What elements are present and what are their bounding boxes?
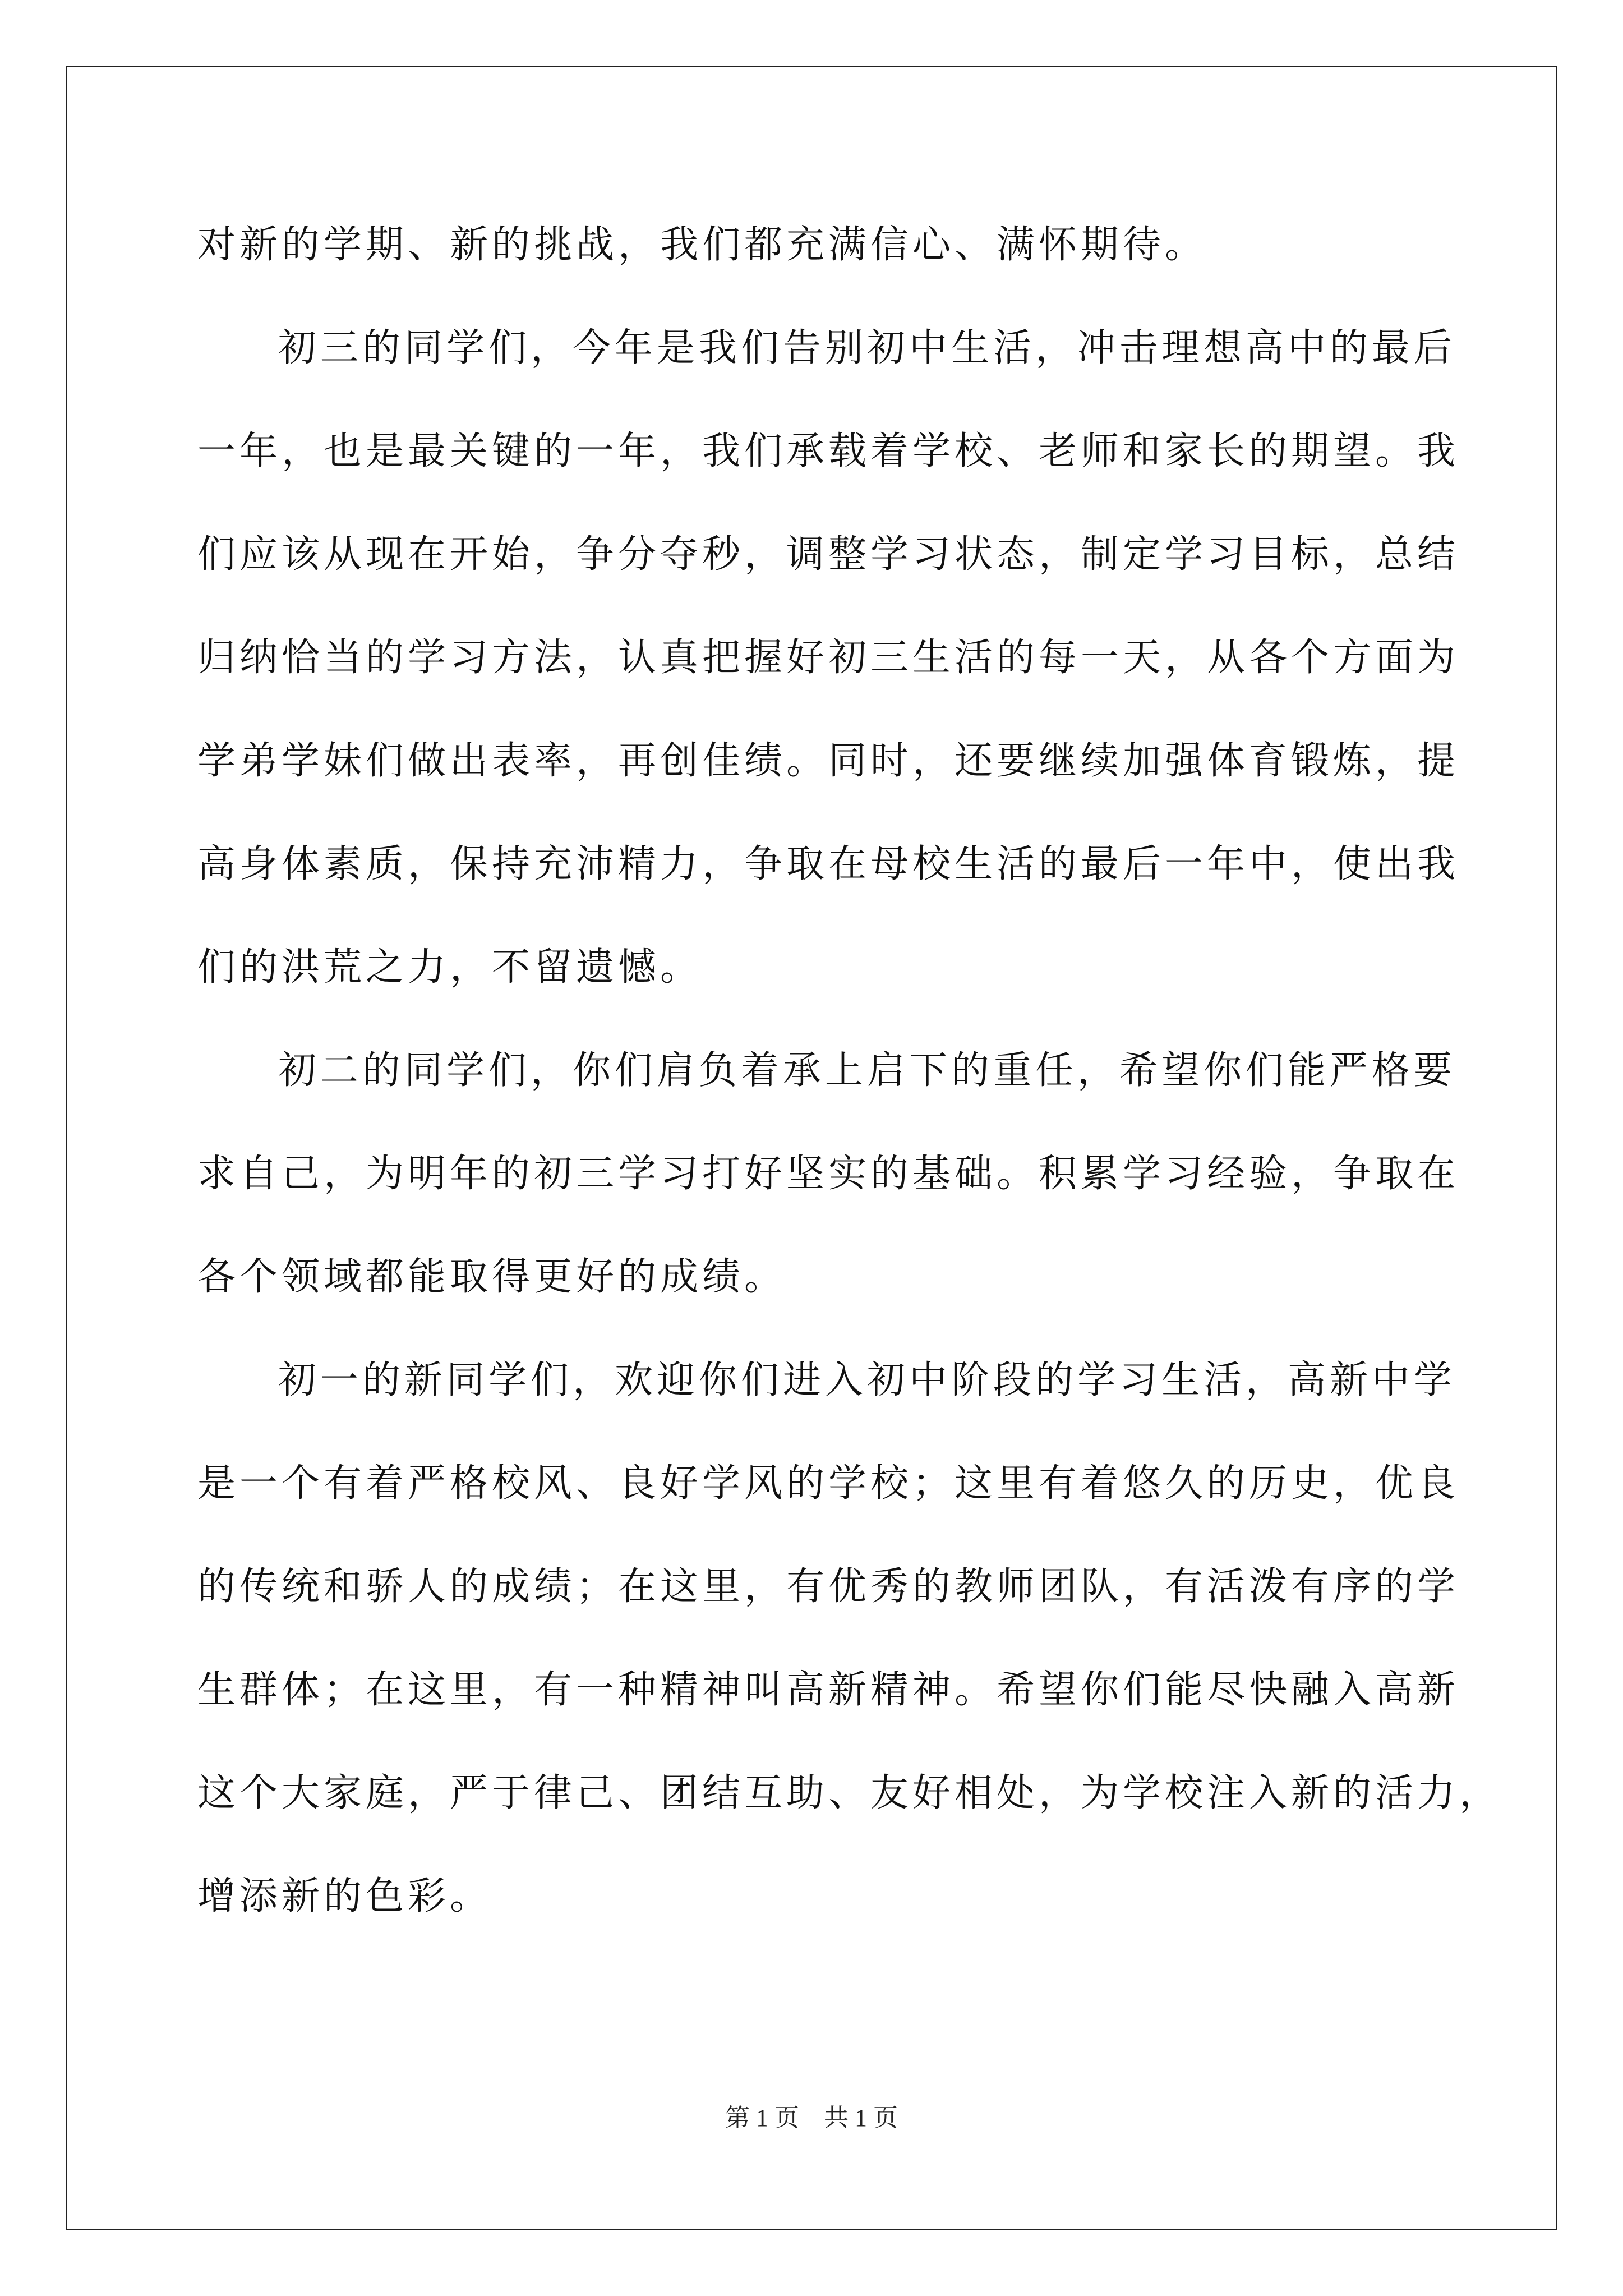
text-line: 是一个有着严格校风、良好学风的学校；这里有着悠久的历史，优良 xyxy=(197,1461,1460,1506)
text-line: 各个领域都能取得更好的成绩。 xyxy=(197,1255,787,1299)
text-line: 们应该从现在开始，争分夺秒，调整学习状态，制定学习目标，总结 xyxy=(197,532,1460,577)
text-line: 求自己，为明年的初三学习打好坚实的基础。积累学习经验，争取在 xyxy=(197,1152,1460,1196)
text-line: 的传统和骄人的成绩；在这里，有优秀的教师团队，有活泼有序的学 xyxy=(197,1565,1460,1609)
page-number-footer: 第 1 页 共 1 页 xyxy=(725,2104,898,2132)
text-line: 们的洪荒之力，不留遗憾。 xyxy=(197,945,703,990)
text-line: 生群体；在这里，有一种精神叫高新精神。希望你们能尽快融入高新 xyxy=(197,1668,1460,1712)
text-line: 归纳恰当的学习方法，认真把握好初三生活的每一天，从各个方面为 xyxy=(197,636,1460,680)
text-line: 初一的新同学们，欢迎你们进入初中阶段的学习生活，高新中学 xyxy=(278,1358,1456,1402)
text-line: 学弟学妹们做出表率，再创佳绩。同时，还要继续加强体育锻炼，提 xyxy=(197,739,1460,783)
text-line: 高身体素质，保持充沛精力，争取在母校生活的最后一年中，使出我 xyxy=(197,842,1460,886)
text-line: 一年，也是最关键的一年，我们承载着学校、老师和家长的期望。我 xyxy=(197,429,1460,473)
text-line: 增添新的色彩。 xyxy=(197,1874,492,1918)
text-line: 对新的学期、新的挑战，我们都充满信心、满怀期待。 xyxy=(197,223,1207,267)
text-line: 初二的同学们，你们肩负着承上启下的重任，希望你们能严格要 xyxy=(278,1048,1456,1093)
text-line: 这个大家庭，严于律己、团结互助、友好相处，为学校注入新的活力， xyxy=(197,1771,1502,1815)
text-line: 初三的同学们，今年是我们告别初中生活，冲击理想高中的最后 xyxy=(278,326,1456,370)
